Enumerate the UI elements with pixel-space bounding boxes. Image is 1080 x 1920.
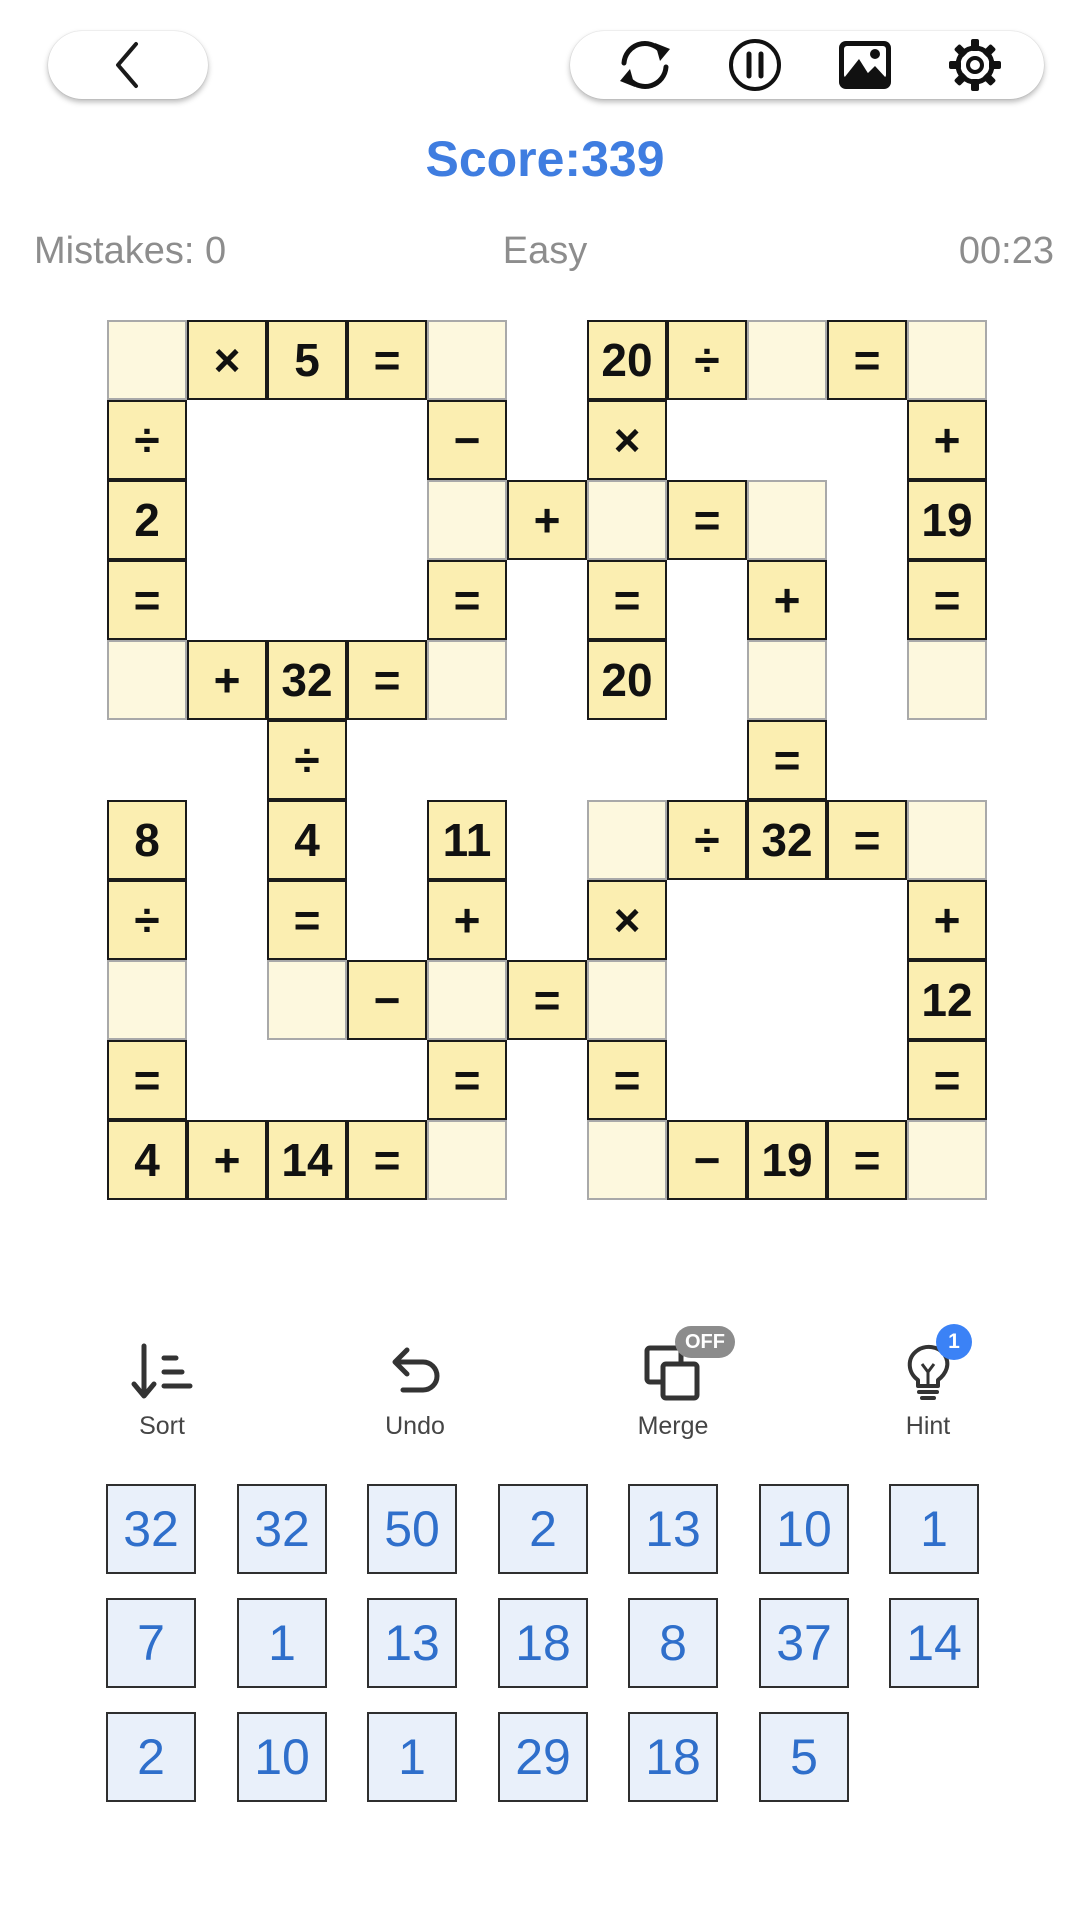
blank-cell[interactable] (747, 480, 827, 560)
operator-cell: = (427, 1040, 507, 1120)
blank-cell[interactable] (907, 640, 987, 720)
image-icon[interactable] (830, 35, 900, 95)
difficulty-label: Easy (502, 230, 588, 272)
operator-cell: = (747, 720, 827, 800)
operator-cell: × (587, 400, 667, 480)
operator-cell: = (347, 1120, 427, 1200)
operator-cell: × (587, 880, 667, 960)
number-cell: 32 (747, 800, 827, 880)
operator-cell: ÷ (107, 880, 187, 960)
operator-cell: = (587, 560, 667, 640)
blank-cell[interactable] (587, 800, 667, 880)
operator-cell: = (587, 1040, 667, 1120)
number-tile[interactable]: 18 (628, 1712, 718, 1802)
number-cell: 4 (107, 1120, 187, 1200)
blank-cell[interactable] (427, 320, 507, 400)
number-tile[interactable]: 1 (889, 1484, 979, 1574)
operator-cell: = (907, 1040, 987, 1120)
number-tile[interactable]: 10 (237, 1712, 327, 1802)
hint-button[interactable] (858, 1330, 998, 1440)
operator-cell: ÷ (267, 720, 347, 800)
blank-cell[interactable] (107, 640, 187, 720)
number-cell: 19 (907, 480, 987, 560)
operator-cell: − (347, 960, 427, 1040)
merge-button[interactable] (603, 1330, 743, 1440)
sort-icon (130, 1340, 194, 1404)
blank-cell[interactable] (427, 480, 507, 560)
number-cell: 4 (267, 800, 347, 880)
chevron-left-icon (48, 31, 208, 99)
blank-cell[interactable] (587, 1120, 667, 1200)
blank-cell[interactable] (587, 960, 667, 1040)
operator-cell: = (347, 640, 427, 720)
number-tile[interactable]: 29 (498, 1712, 588, 1802)
sort-label: Sort (139, 1412, 185, 1440)
hint-label: Hint (905, 1412, 951, 1440)
blank-cell[interactable] (267, 960, 347, 1040)
number-cell: 32 (267, 640, 347, 720)
blank-cell[interactable] (907, 800, 987, 880)
sort-button[interactable] (92, 1340, 232, 1440)
timer: 00:23 (958, 230, 1054, 272)
blank-cell[interactable] (747, 320, 827, 400)
operator-cell: ÷ (107, 400, 187, 480)
number-tile[interactable]: 18 (498, 1598, 588, 1688)
operator-cell: = (427, 560, 507, 640)
number-cell: 5 (267, 320, 347, 400)
blank-cell[interactable] (107, 960, 187, 1040)
blank-cell[interactable] (747, 640, 827, 720)
number-cell: 11 (427, 800, 507, 880)
operator-cell: + (907, 880, 987, 960)
pause-icon[interactable] (720, 35, 790, 95)
operator-cell: + (507, 480, 587, 560)
operator-cell: + (187, 1120, 267, 1200)
undo-label: Undo (385, 1412, 445, 1440)
blank-cell[interactable] (427, 640, 507, 720)
operator-cell: ÷ (667, 800, 747, 880)
operator-cell: = (827, 1120, 907, 1200)
number-tile[interactable]: 5 (759, 1712, 849, 1802)
operator-cell: = (507, 960, 587, 1040)
gear-icon[interactable] (940, 35, 1010, 95)
number-tile[interactable]: 32 (237, 1484, 327, 1574)
operator-cell: = (107, 1040, 187, 1120)
operator-cell: ÷ (667, 320, 747, 400)
blank-cell[interactable] (587, 480, 667, 560)
operator-cell: = (827, 800, 907, 880)
operator-cell: = (107, 560, 187, 640)
blank-cell[interactable] (907, 1120, 987, 1200)
merge-label: Merge (637, 1412, 709, 1440)
number-cell: 20 (587, 640, 667, 720)
blank-cell[interactable] (907, 320, 987, 400)
operator-cell: = (347, 320, 427, 400)
number-tile[interactable]: 2 (498, 1484, 588, 1574)
number-tile[interactable]: 1 (237, 1598, 327, 1688)
number-tile[interactable]: 1 (367, 1712, 457, 1802)
blank-cell[interactable] (427, 1120, 507, 1200)
number-cell: 12 (907, 960, 987, 1040)
blank-cell[interactable] (107, 320, 187, 400)
number-tile[interactable]: 7 (106, 1598, 196, 1688)
merge-off-badge: OFF (675, 1326, 735, 1358)
score-display: Score:339 (425, 131, 665, 187)
number-tile[interactable]: 32 (106, 1484, 196, 1574)
number-cell: 8 (107, 800, 187, 880)
number-tile[interactable]: 14 (889, 1598, 979, 1688)
number-cell: 20 (587, 320, 667, 400)
undo-button[interactable] (345, 1340, 485, 1440)
top-toolbar (570, 31, 1044, 99)
operator-cell: + (187, 640, 267, 720)
number-cell: 14 (267, 1120, 347, 1200)
hint-count-badge: 1 (936, 1324, 972, 1360)
number-tile[interactable]: 37 (759, 1598, 849, 1688)
number-tile[interactable]: 8 (628, 1598, 718, 1688)
operator-cell: + (427, 880, 507, 960)
operator-cell: − (427, 400, 507, 480)
number-tile[interactable]: 50 (367, 1484, 457, 1574)
number-cell: 2 (107, 480, 187, 560)
operator-cell: = (907, 560, 987, 640)
operator-cell: = (827, 320, 907, 400)
mistakes-counter: Mistakes: 0 (34, 230, 227, 272)
refresh-icon[interactable] (610, 35, 680, 95)
operator-cell: = (667, 480, 747, 560)
number-cell: 19 (747, 1120, 827, 1200)
back-button[interactable] (48, 31, 208, 99)
number-tile[interactable]: 2 (106, 1712, 196, 1802)
undo-icon (383, 1340, 447, 1404)
operator-cell: + (747, 560, 827, 640)
number-tile[interactable]: 13 (367, 1598, 457, 1688)
blank-cell[interactable] (427, 960, 507, 1040)
number-tile[interactable]: 13 (628, 1484, 718, 1574)
operator-cell: − (667, 1120, 747, 1200)
operator-cell: × (187, 320, 267, 400)
operator-cell: + (907, 400, 987, 480)
operator-cell: = (267, 880, 347, 960)
number-tile[interactable]: 10 (759, 1484, 849, 1574)
